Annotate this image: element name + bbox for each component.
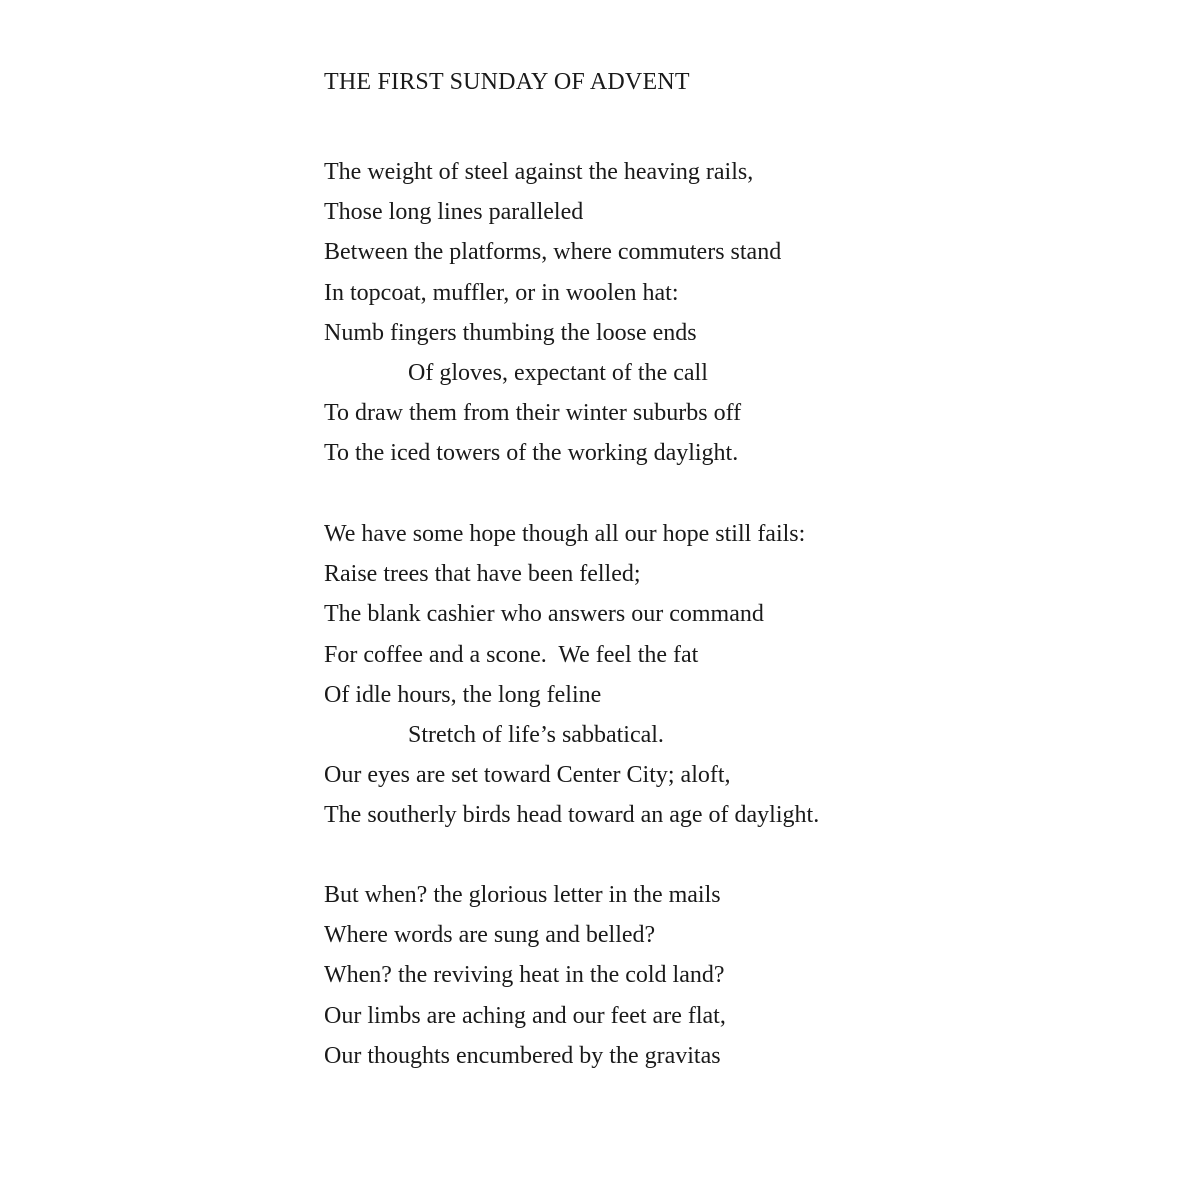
poem-line: For coffee and a scone. We feel the fat	[324, 641, 699, 668]
poem-line: Numb fingers thumbing the loose ends	[324, 319, 697, 346]
poem-line: Between the platforms, where commuters stand	[324, 239, 782, 266]
poem-line: In topcoat, muffler, or in woolen hat:	[324, 279, 679, 306]
poem-line: Raise trees that have been felled;	[324, 561, 641, 588]
poem-line: We have some hope though all our hope still fails:	[324, 521, 806, 547]
poem-line: The weight of steel against the heaving rails,	[324, 159, 754, 185]
poem-line-indented: Stretch of life’s sabbatical.	[408, 721, 664, 748]
poem-line: Those long lines paralleled	[324, 199, 584, 226]
poem-line: To the iced towers of the working daylight.	[324, 440, 739, 467]
stanza-2	[324, 514, 1124, 836]
poem-line: Our thoughts encumbered by the gravitas	[324, 1042, 721, 1069]
poem-line: The blank cashier who answers our command	[324, 601, 764, 628]
poem-line: But when? the glorious letter in the mails	[324, 882, 721, 908]
poem-line: Our eyes are set toward Center City; aloft,	[324, 762, 731, 789]
poem-line-indented: Of gloves, expectant of the call	[408, 359, 708, 386]
stanza-1	[324, 152, 1124, 474]
poem-line: To draw them from their winter suburbs off	[324, 400, 742, 427]
stanza-3	[324, 875, 1124, 1076]
poem-line: Of idle hours, the long feline	[324, 681, 602, 708]
poem-line: When? the reviving heat in the cold land?	[324, 962, 725, 989]
poem-line: Our limbs are aching and our feet are flat,	[324, 1002, 726, 1029]
poem-line: The southerly birds head toward an age of daylight.	[324, 802, 820, 829]
poem-title: THE FIRST SUNDAY OF ADVENT	[324, 69, 690, 95]
poem-line: Where words are sung and belled?	[324, 922, 656, 949]
